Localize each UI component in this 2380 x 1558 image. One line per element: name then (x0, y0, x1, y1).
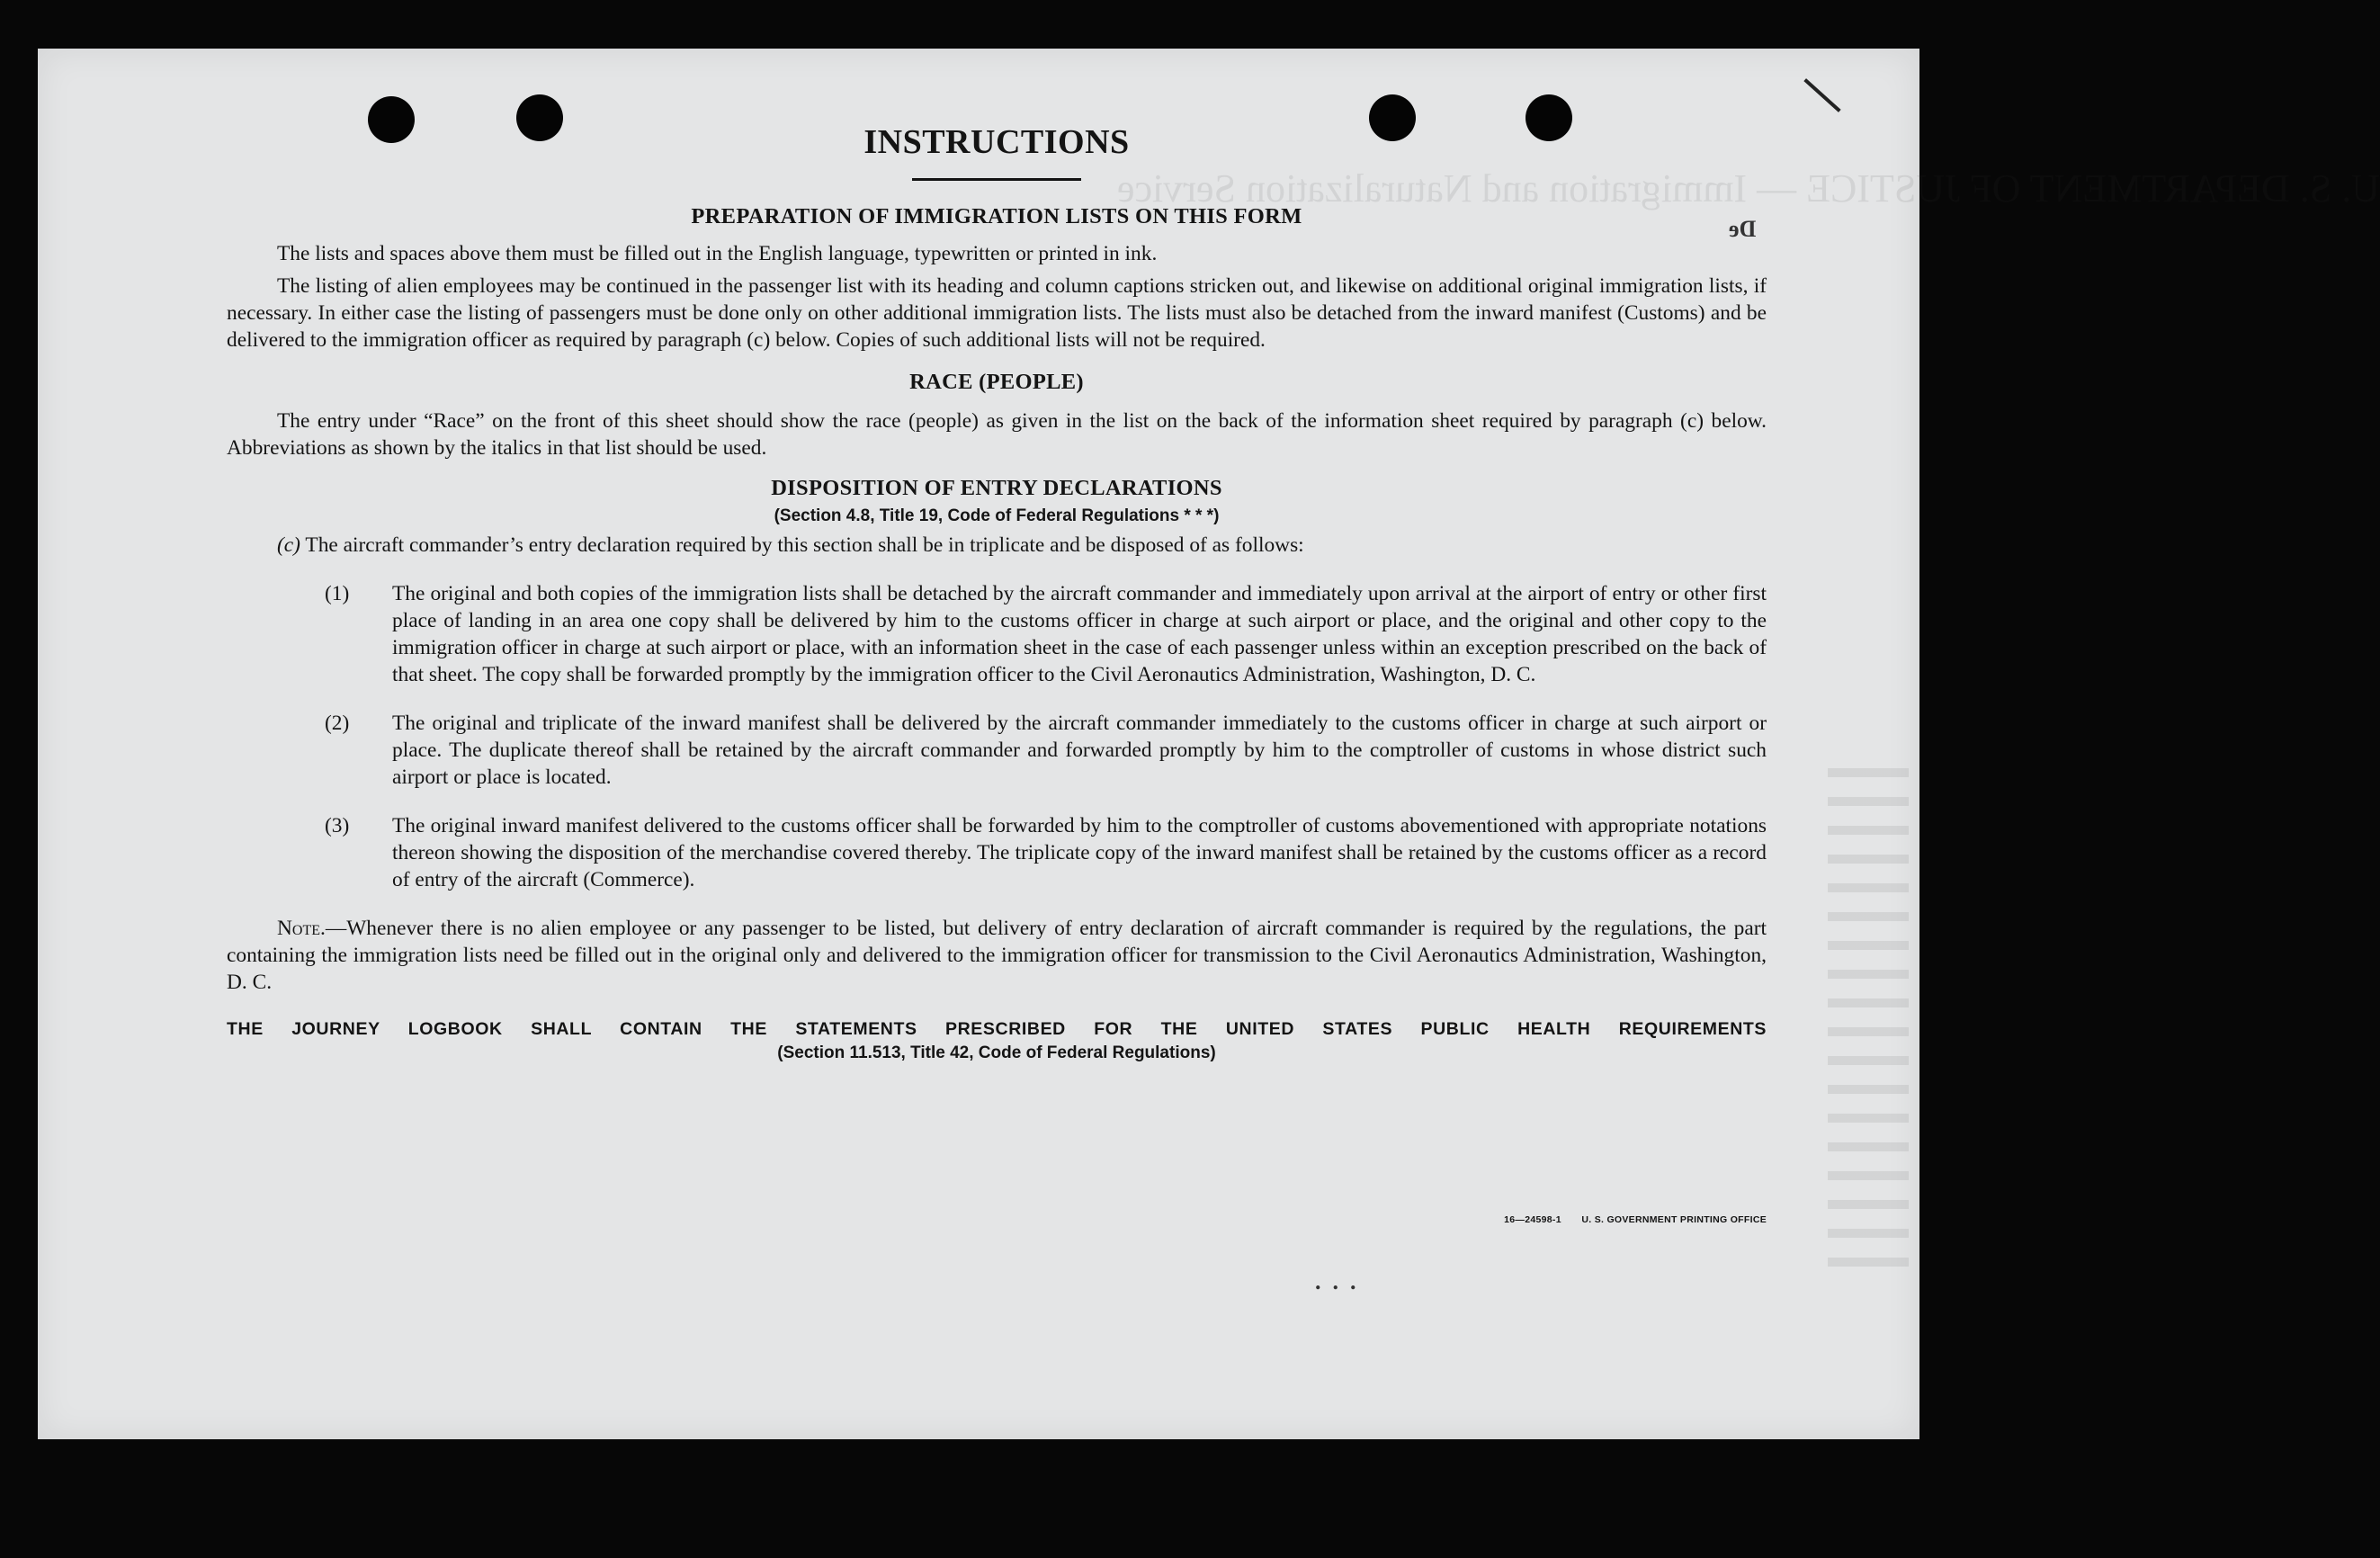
disposition-c-label: (c) (277, 533, 300, 557)
item-text: The original and triplicate of the inward manifest shall be delivered by the aircraft commander immediately to the customs officer in charge at such airport or place. The duplicate thereof shall be retained by the aircraft commander and forwarded promptly by him to the comptroller of customs in whose district such airport or place is located. (392, 712, 1767, 789)
preparation-paragraph-2: The listing of alien employees may be continued in the passenger list with its heading and column captions stricken out, and likewise on additional original immigration lists, if necessary. In either case the listing of passengers must be done only on other additional immigration lists. The lists must also be detached from the inward manifest (Customs) and be delivered to the immigration officer as required by paragraph (c) below. Copies of such additional lists will not be required. (227, 274, 1767, 352)
printer-imprint (1504, 1214, 1767, 1225)
disposition-subheading: (Section 4.8, Title 19, Code of Federal Regulations * * *) (774, 506, 1220, 525)
disposition-c-text: The aircraft commander’s entry declaration required by this section shall be in triplicate and be disposed of as follows: (305, 533, 1304, 557)
disposition-item-2 (227, 710, 1767, 791)
printer-name: U. S. GOVERNMENT PRINTING OFFICE (1581, 1214, 1767, 1225)
disposition-c-paragraph (227, 532, 1767, 559)
item-number: (1) (325, 582, 350, 605)
race-paragraph: The entry under “Race” on the front of this sheet should show the race (people) as given in the list on the back of the information sheet required by paragraph (c) below. Abbreviations as shown by the italics in that list should be used. (227, 409, 1767, 460)
disposition-heading: DISPOSITION OF ENTRY DECLARATIONS (771, 476, 1222, 500)
item-text: The original inward manifest delivered to the customs officer shall be forwarded by him to the comptroller of customs abovementioned with appropriate notations thereon showing the disposition of the merchandise covered thereby. The triplicate copy of the inward manifest shall be retained by the customs officer as a record of entry of the aircraft (Commerce). (392, 814, 1767, 891)
disposition-item-1 (227, 580, 1767, 688)
health-requirements-citation: (Section 11.513, Title 42, Code of Federal Regulations) (777, 1043, 1216, 1062)
preparation-heading: PREPARATION OF IMMIGRATION LISTS ON THIS FORM (691, 204, 1302, 228)
item-number: (2) (325, 712, 350, 735)
form-number: 16—24598-1 (1504, 1214, 1561, 1225)
stray-marks: . . . (1315, 1268, 1356, 1294)
note-text: —Whenever there is no alien employee or any passenger to be listed, but delivery of entry declaration of aircraft commander is required by the regulations, the part containing the immigration lists need be filled out in the original only and delivered to the immigration officer for transmission to the Civil Aeronautics Administration, Washington, D. C. (227, 917, 1767, 994)
item-number: (3) (325, 814, 350, 837)
health-requirements-statement: THE JOURNEY LOGBOOK SHALL CONTAIN THE STATEMENTS PRESCRIBED FOR THE UNITED STATES PUBLIC HEALTH REQUIREMENTS (227, 1019, 1767, 1039)
bleed-through-text: U. S. DEPARTMENT OF JUSTICE — Immigration and Naturalization Service (1117, 166, 2380, 210)
item-text: The original and both copies of the immigration lists shall be detached by the aircraft commander and immediately upon arrival at the airport of entry or other first place of landing in an area one copy shall be delivered by him to the customs officer in charge at such airport or place, and the original and other copy to the immigration officer in charge at such airport or place, with an information sheet in the case of each passenger unless within an exception prescribed on the back of that sheet. The copy shall be forwarded promptly by the immigration officer to the Civil Aeronautics Administration, Washington, D. C. (392, 582, 1767, 686)
bleed-through-lines (1828, 768, 1909, 1272)
preparation-paragraph-1: The lists and spaces above them must be filled out in the English language, typewritten or printed in ink. (277, 242, 1158, 265)
page-title: INSTRUCTIONS (863, 123, 1130, 161)
note-label: Note. (277, 917, 326, 940)
bleed-through-mark: De (1729, 216, 1757, 242)
instructions-content (227, 117, 1767, 1225)
disposition-item-3 (227, 812, 1767, 893)
note-paragraph (227, 915, 1767, 996)
race-heading: RACE (PEOPLE) (909, 370, 1084, 394)
title-underline (912, 178, 1081, 181)
